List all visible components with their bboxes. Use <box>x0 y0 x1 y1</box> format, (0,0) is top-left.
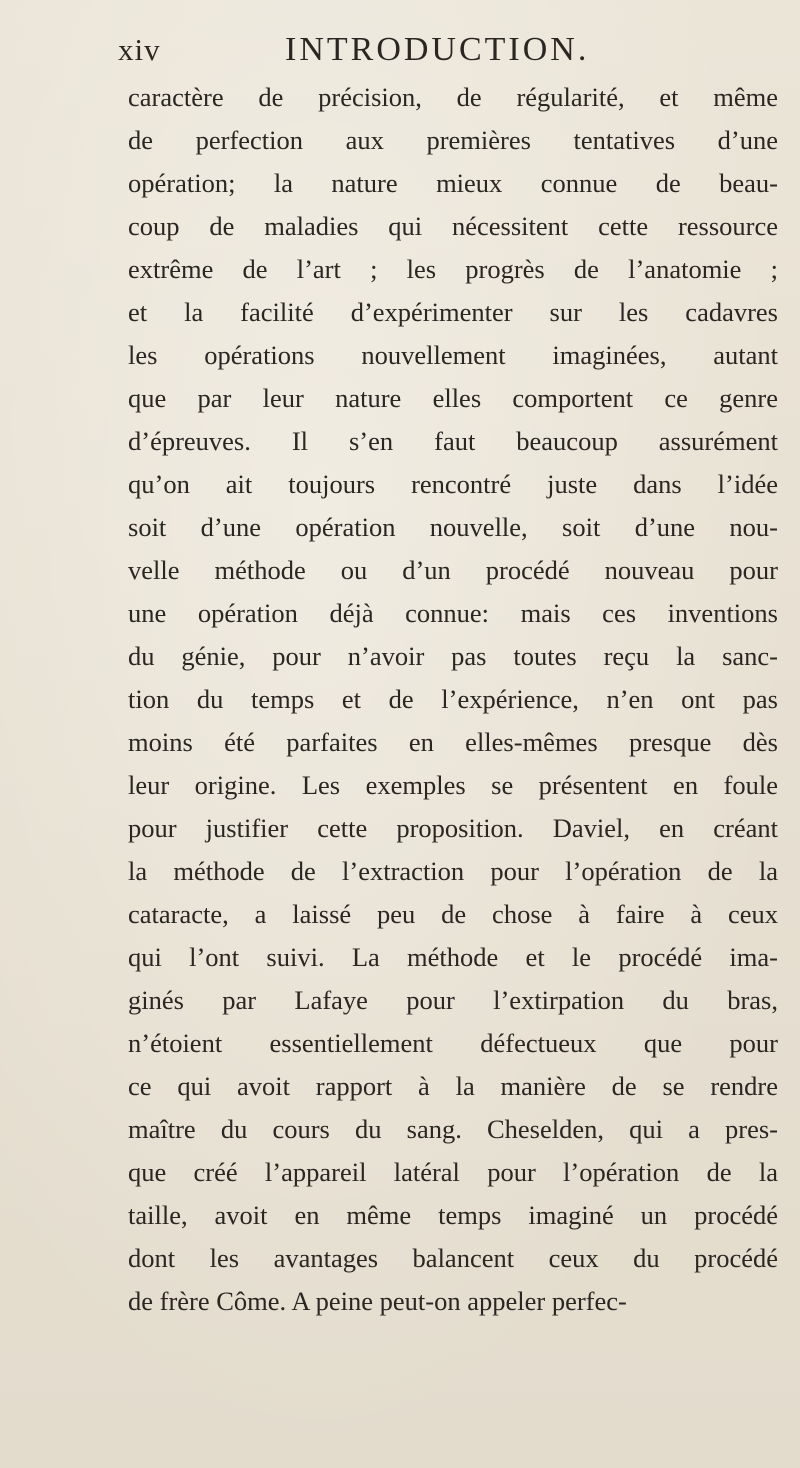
text-line: tion du temps et de l’expérience, n’en ont pas <box>128 684 778 714</box>
text-line: moins été parfaites en elles-mêmes presque dès <box>128 727 778 757</box>
page-number: xiv <box>118 32 161 67</box>
text-line: que par leur nature elles comportent ce genre <box>128 383 778 413</box>
text-line: que créé l’appareil latéral pour l’opération de la <box>128 1157 778 1187</box>
page-header <box>118 30 718 70</box>
running-title: INTRODUCTION. <box>285 31 590 68</box>
text-line: n’étoient essentiellement défectueux que pour <box>128 1028 778 1058</box>
text-line: taille, avoit en même temps imaginé un procédé <box>128 1200 778 1230</box>
text-line: pour justifier cette proposition. Daviel, en créant <box>128 813 778 843</box>
text-line: opération; la nature mieux connue de beau- <box>128 168 778 198</box>
text-line: qui l’ont suivi. La méthode et le procédé ima- <box>128 942 778 972</box>
text-line: d’épreuves. Il s’en faut beaucoup assurément <box>128 426 778 456</box>
text-line: velle méthode ou d’un procédé nouveau pour <box>128 555 778 585</box>
text-line: soit d’une opération nouvelle, soit d’une nou- <box>128 512 778 542</box>
text-line: ginés par Lafaye pour l’extirpation du bras, <box>128 985 778 1015</box>
text-line: leur origine. Les exemples se présentent en foule <box>128 770 778 800</box>
text-line: maître du cours du sang. Cheselden, qui a pres- <box>128 1114 778 1144</box>
text-line: du génie, pour n’avoir pas toutes reçu la sanc- <box>128 641 778 671</box>
text-line: coup de maladies qui nécessitent cette ressource <box>128 211 778 241</box>
text-line: de perfection aux premières tentatives d’une <box>128 125 778 155</box>
text-line: et la facilité d’expérimenter sur les cadavres <box>128 297 778 327</box>
text-line: dont les avantages balancent ceux du procédé <box>128 1243 778 1273</box>
text-line: extrême de l’art ; les progrès de l’anatomie ; <box>128 254 778 284</box>
text-line: qu’on ait toujours rencontré juste dans l’idée <box>128 469 778 499</box>
text-line: ce qui avoit rapport à la manière de se rendre <box>128 1071 778 1101</box>
body-text <box>128 76 778 1323</box>
text-line: caractère de précision, de régularité, et même <box>128 82 778 112</box>
text-line: la méthode de l’extraction pour l’opération de la <box>128 856 778 886</box>
text-line: une opération déjà connue: mais ces inventions <box>128 598 778 628</box>
text-line: cataracte, a laissé peu de chose à faire à ceux <box>128 899 778 929</box>
text-line: de frère Côme. A peine peut-on appeler perfec- <box>128 1286 627 1316</box>
text-line: les opérations nouvellement imaginées, autant <box>128 340 778 370</box>
